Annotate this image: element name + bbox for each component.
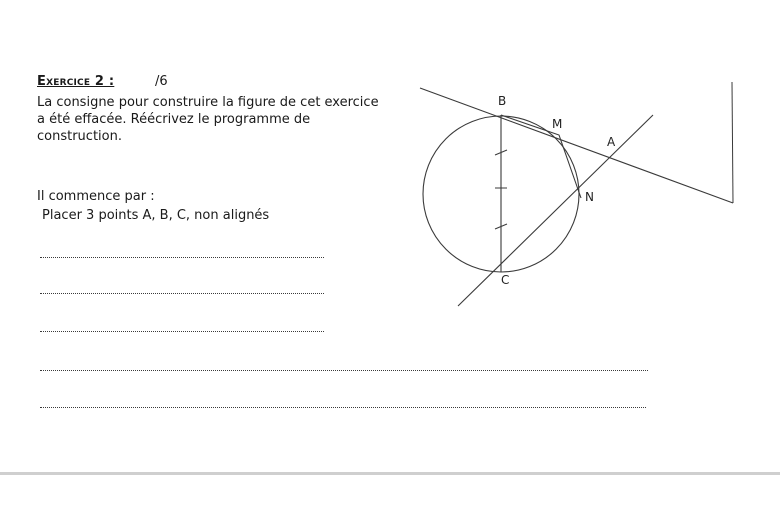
answer-line-3[interactable] (40, 331, 324, 332)
label-c: C (501, 273, 510, 287)
label-a: A (607, 135, 616, 149)
label-n: N (585, 190, 594, 204)
instruction-line-3: construction. (37, 129, 122, 144)
answer-line-1[interactable] (40, 257, 324, 258)
answer-line-2[interactable] (40, 293, 324, 294)
instruction-line-1: La consigne pour construire la figure de cet exercice (37, 95, 379, 110)
exercise-score: /6 (155, 74, 168, 89)
first-step-text: Placer 3 points A, B, C, non alignés (42, 208, 270, 223)
line-cn (458, 115, 653, 306)
label-b: B (498, 94, 507, 108)
bottom-divider (0, 472, 780, 475)
answer-line-4[interactable] (40, 370, 648, 371)
geometry-figure (400, 70, 745, 315)
right-vertical-line (732, 82, 733, 203)
exercise-instruction (37, 94, 397, 145)
instruction-line-2: a été effacée. Réécrivez le programme de (37, 112, 311, 127)
exercise-header (37, 74, 168, 89)
label-m: M (552, 117, 563, 131)
answer-line-5[interactable] (40, 407, 646, 408)
intro-text: Il commence par : (37, 189, 155, 204)
exercise-title: Exercice 2 : (37, 74, 115, 89)
